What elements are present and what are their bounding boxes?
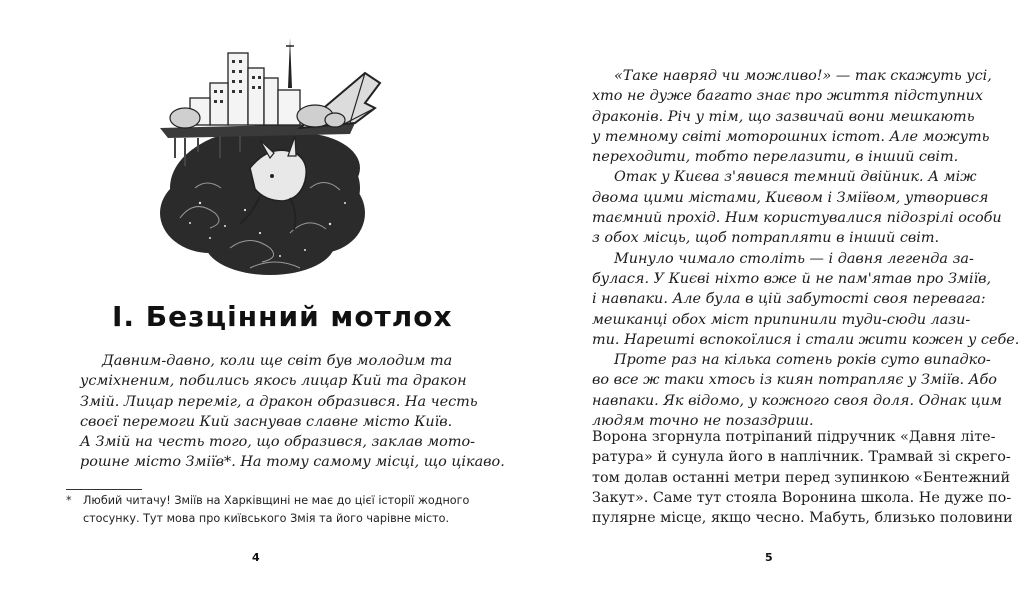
page-number: 4 (252, 551, 260, 564)
italic-prologue (592, 66, 1020, 431)
text-line: Змій. Лицар переміг, а дракон образився. На честь (80, 393, 478, 410)
text-line: Минуло чимало століть — і давня легенда за- (614, 250, 974, 267)
text-line: булася. У Києві ніхто вже й не пам'ятав про Зміїв, (592, 270, 992, 287)
text-line: пулярне місце, якщо чесно. Мабуть, близько половини (592, 510, 1013, 527)
text-line: навпаки. Як відомо, у кожного своя доля. Однак цим (592, 392, 1002, 409)
page-number: 5 (765, 551, 773, 564)
text-line: драконів. Річ у тім, що зазвичай вони мешкають (592, 108, 975, 125)
footnote-line: Любий читачу! Зміїв на Харківщині не має до цієї історії жодного (83, 494, 470, 507)
footnote (66, 492, 470, 528)
footnote-mark: * (66, 494, 72, 507)
text-line: з обох місць, щоб потрапляти в інший світ. (592, 230, 940, 247)
text-line: усміхненим, побились якось лицар Кий та дракон (80, 373, 467, 390)
text-line: Закут». Саме тут стояла Воронина школа. Не дуже по- (592, 489, 1012, 506)
text-line: у темному світі моторошних істот. Але можуть (592, 128, 990, 145)
text-line: двома цими містами, Києвом і Зміївом, утворився (592, 189, 989, 206)
text-line: Давним-давно, коли ще світ був молодим та (102, 353, 453, 369)
chapter-opening-paragraph (80, 351, 505, 473)
story-paragraph (592, 427, 1013, 528)
text-line: таємний прохід. Ним користувалися підозрілі особи (592, 210, 1002, 227)
text-line: Ворона згорнула потріпаний підручник «Давня літе- (592, 429, 996, 445)
text-line: мешканці обох міст припинили туди-сюди лази- (592, 311, 971, 328)
text-line: «Таке навряд чи можливо!» — так скажуть усі, (614, 68, 992, 84)
footnote-line: стосунку. Тут мова про київського Змія та його чарівне місто. (83, 512, 450, 525)
text-line: во все ж таки хтось із киян потрапляє у Зміїв. Або (592, 372, 997, 389)
text-line: А Змій на честь того, що образився, заклав мото- (80, 434, 476, 451)
text-line: своєї перемоги Кий заснував славне місто Київ. (80, 413, 453, 430)
text-line: Отак у Києва з'явився темний двійник. А між (614, 169, 977, 186)
dragon-city-illustration (150, 28, 390, 278)
text-line: ратура» й сунула його в наплічник. Трамвай зі скрего- (592, 449, 1011, 466)
text-line: рошне місто Зміїв*. На тому самому місці, що цікаво. (80, 454, 505, 471)
text-line: том долав останні метри перед зупинкою «Бентежний (592, 469, 1011, 486)
text-line: переходити, тобто перелазити, в інший світ. (592, 149, 959, 166)
text-line: хто не дуже багато знає про життя підступних (592, 88, 984, 105)
text-line: Проте раз на кілька сотень років суто випадко- (614, 352, 991, 369)
right-page (512, 0, 1024, 603)
text-line: людям точно не позаздриш. (592, 413, 814, 430)
footnote-divider (66, 489, 142, 490)
text-line: і навпаки. Але була в цій забутості своя перевага: (592, 291, 986, 308)
chapter-title: І. Безцінний мотлох (112, 300, 453, 333)
text-line: ти. Нарешті вспокоїлися і стали жити кожен у себе. (592, 331, 1020, 348)
